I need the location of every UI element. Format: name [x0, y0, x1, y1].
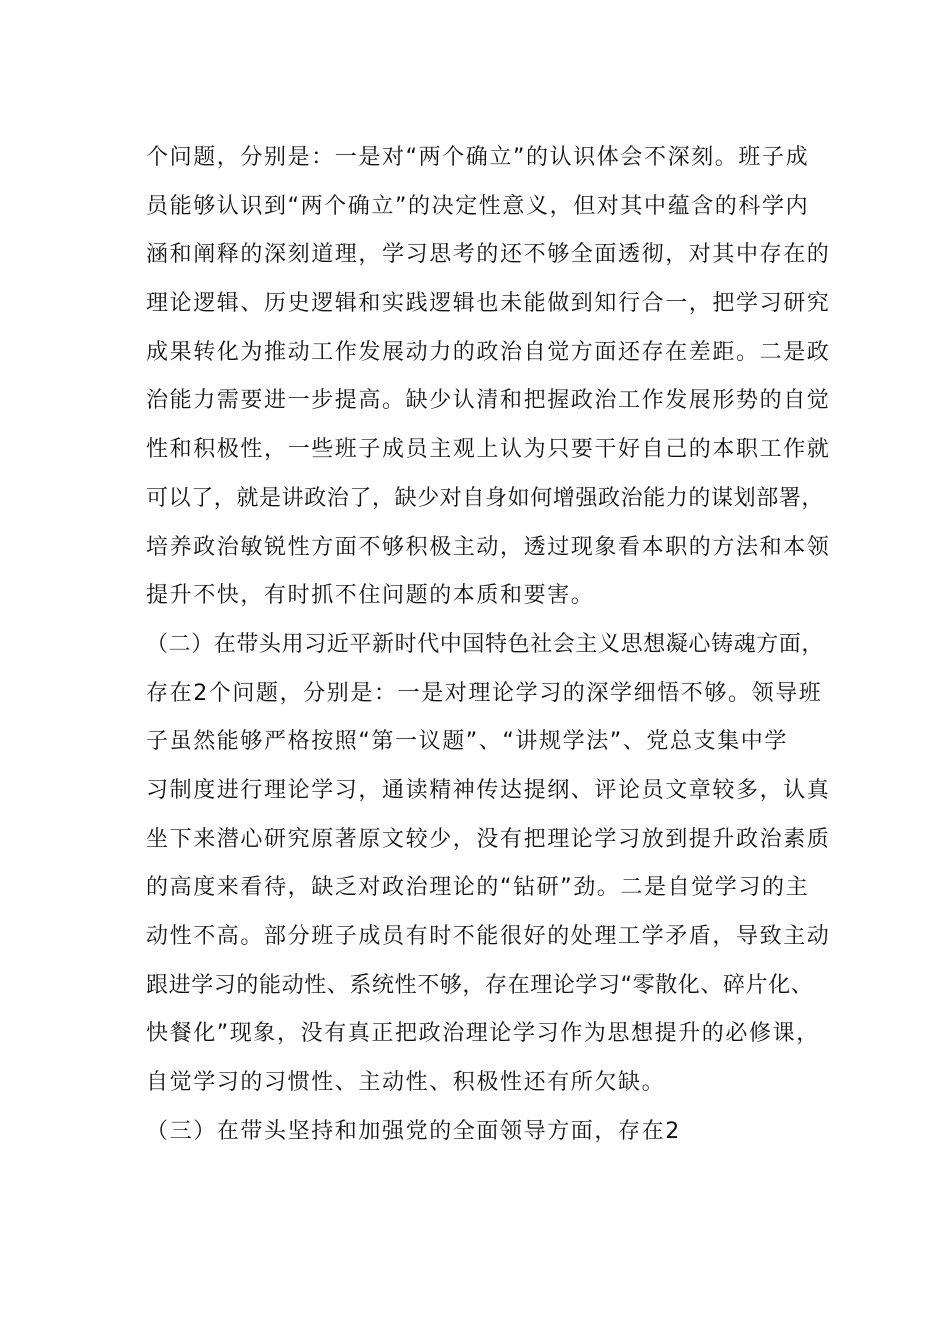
text-line: 自觉学习的习惯性、主动性、积极性还有所欠缺。: [146, 1070, 666, 1096]
text-line: 治能力需要进一步提高。缺少认清和把握政治工作发展形势的自觉: [146, 388, 831, 414]
text-line: 快餐化”现象，没有真正把政治理论学习作为思想提升的必修课，: [146, 1021, 820, 1047]
text-line: 性和积极性，一些班子成员主观上认为只要干好自己的本职工作就: [146, 437, 831, 463]
text-line: 培养政治敏锐性方面不够积极主动，透过现象看本职的方法和本领: [146, 534, 831, 560]
text-line: 存在2个问题，分别是：一是对理论学习的深学细悟不够。领导班: [146, 680, 823, 706]
text-line: 员能够认识到“两个确立”的决定性意义，但对其中蕴含的科学内: [146, 193, 810, 219]
section-heading-3: （三）在带头坚持和加强党的全面领导方面，存在2: [146, 1118, 681, 1144]
text-line: 可以了，就是讲政治了，缺少对自身如何增强政治能力的谋划部署，: [146, 485, 825, 511]
text-line: 的高度来看待，缺乏对政治理论的“钻研”劲。二是自觉学习的主: [146, 875, 810, 901]
text-line: 坐下来潜心研究原著原文较少，没有把理论学习放到提升政治素质: [146, 826, 831, 852]
body-text: [146, 134, 836, 1156]
text-line: 动性不高。部分班子成员有时不能很好的处理工学矛盾，导致主动: [146, 924, 831, 949]
text-line: 涵和阐释的深刻道理，学习思考的还不够全面透彻，对其中存在的: [146, 242, 831, 268]
text-line: 提升不快，有时抓不住问题的本质和要害。: [146, 583, 595, 609]
text-line: 习制度进行理论学习，通读精神传达提纲、评论员文章较多，认真: [146, 777, 831, 803]
text-line: 成果转化为推动工作发展动力的政治自觉方面还存在差距。二是政: [146, 339, 831, 365]
text-line: 个问题，分别是：一是对“两个确立”的认识体会不深刻。班子成: [146, 145, 810, 170]
text-line: 子虽然能够严格按照“第一议题”、“讲规学法”、党总支集中学: [146, 729, 788, 755]
section-heading-2: （二）在带头用习近平新时代中国特色社会主义思想凝心铸魂方面，: [146, 631, 825, 657]
text-line: 跟进学习的能动性、系统性不够，存在理论学习“零散化、碎片化、: [146, 972, 814, 998]
text-line: 理论逻辑、历史逻辑和实践逻辑也未能做到知行合一，把学习研究: [146, 291, 831, 317]
